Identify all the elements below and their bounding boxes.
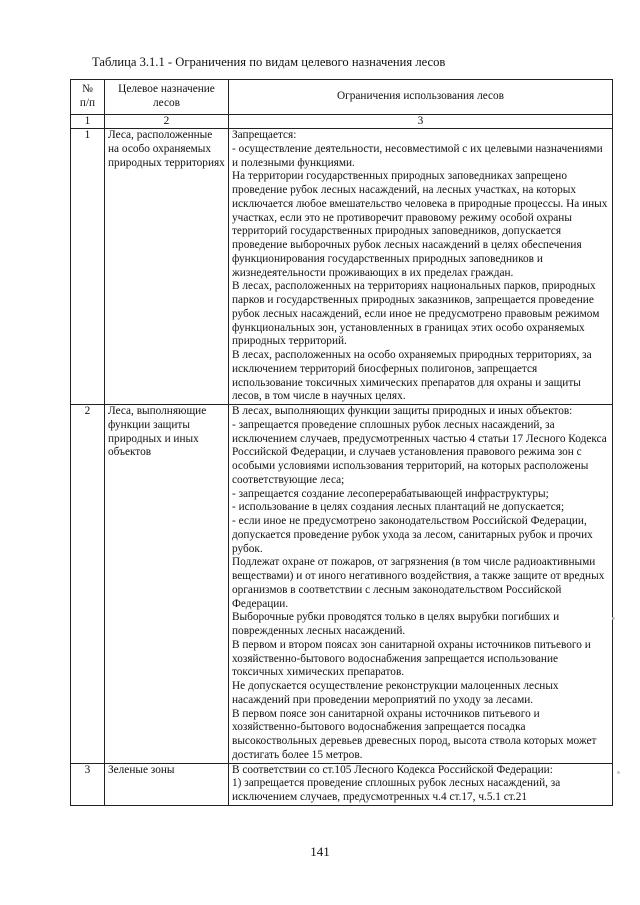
- header-purpose: Целевое назначение лесов: [105, 80, 229, 115]
- row-number: 3: [71, 763, 105, 805]
- column-number-row: [71, 115, 613, 129]
- row-number: 2: [71, 405, 105, 764]
- header-restrictions: Ограничения использования лесов: [229, 80, 613, 115]
- column-number: 2: [105, 115, 229, 129]
- header-num: № п/п: [71, 80, 105, 115]
- row-restrictions: В лесах, выполняющих функции защиты природных и иных объектов: - запрещается проведение сплошных рубок лесных насаждений, за исключением случаев, предусмотренных частью 4 статьи 17 Лесного Кодекса Российской Федерации, и случаев установления правового режима зон с особыми условиями использования территорий, на которых расположены соответствующие леса; - запрещается создание лесоперерабатывающей инфраструктуры; - использование в целях создания лесных плантаций не допускается; - если иное не предусмотрено законодательством Российской Федерации, допускается проведение рубок ухода за лесом, санитарных рубок и прочих рубок. Подлежат охране от пожаров, от загрязнения (в том числе радиоактивными веществами) и от иного негативного воздействия, а также защите от вредных организмов в соответствии с лесным законодательством Российской Федерации. Выборочные рубки проводятся только в целях вырубки погибших и поврежденных лесных насаждений. В первом и втором поясах зон санитарной охраны источников питьевого и хозяйственно-бытового водоснабжения запрещается использование токсичных химических препаратов. Не допускается осуществление реконструкции малоценных лесных насаждений при проведении мероприятий по уходу за лесами. В первом поясе зон санитарной охраны источников питьевого и хозяйственно-бытового водоснабжения запрещается посадка высокоствольных деревьев древесных пород, высота ствола которых может достигать более 15 метров.: [229, 405, 613, 764]
- row-purpose: Зеленые зоны: [105, 763, 229, 805]
- table-caption: Таблица 3.1.1 - Ограничения по видам целевого назначения лесов: [92, 55, 446, 69]
- row-restrictions: В соответствии со ст.105 Лесного Кодекса Российской Федерации: 1) запрещается проведение сплошных рубок лесных насаждений, за исключением случаев, предусмотренных ч.4 ст.17, ч.5.1 ст.21: [229, 763, 613, 805]
- table-header-row: [71, 80, 613, 115]
- row-purpose: Леса, выполняющие функции защиты природных и иных объектов: [105, 405, 229, 764]
- column-number: 1: [71, 115, 105, 129]
- scan-speck: [612, 617, 615, 620]
- scan-speck: [617, 771, 620, 774]
- page-number: 141: [310, 844, 330, 859]
- table-row: [71, 763, 613, 805]
- table-row: [71, 129, 613, 405]
- column-number: 3: [229, 115, 613, 129]
- row-restrictions: Запрещается: - осуществление деятельности, несовместимой с их целевыми назначениями и полезными функциями. На территории государственных природных заповедниках запрещено проведение рубок лесных насаждений, на лесных участках, на которых исключается любое вмешательство человека в природные процессы. На иных участках, если это не противоречит правовому режиму особой охраны территорий государственных природных заповедников, допускается проведение выборочных рубок лесных насаждений в целях обеспечения функционирования государственных природных заповедников и жизнедеятельности проживающих в их пределах граждан. В лесах, расположенных на территориях национальных парков, природных парков и государственных природных заказников, запрещается проведение рубок лесных насаждений, если иное не предусмотрено правовым режимом функциональных зон, установленных в границах этих особо охраняемых природных территорий. В лесах, расположенных на особо охраняемых природных территориях, за исключением территорий биосферных полигонов, запрещается использование токсичных химических препаратов для охраны и защиты лесов, в том числе в научных целях.: [229, 129, 613, 405]
- table-row: [71, 405, 613, 764]
- restrictions-table: [70, 79, 613, 806]
- row-purpose: Леса, расположенные на особо охраняемых природных территориях: [105, 129, 229, 405]
- row-number: 1: [71, 129, 105, 405]
